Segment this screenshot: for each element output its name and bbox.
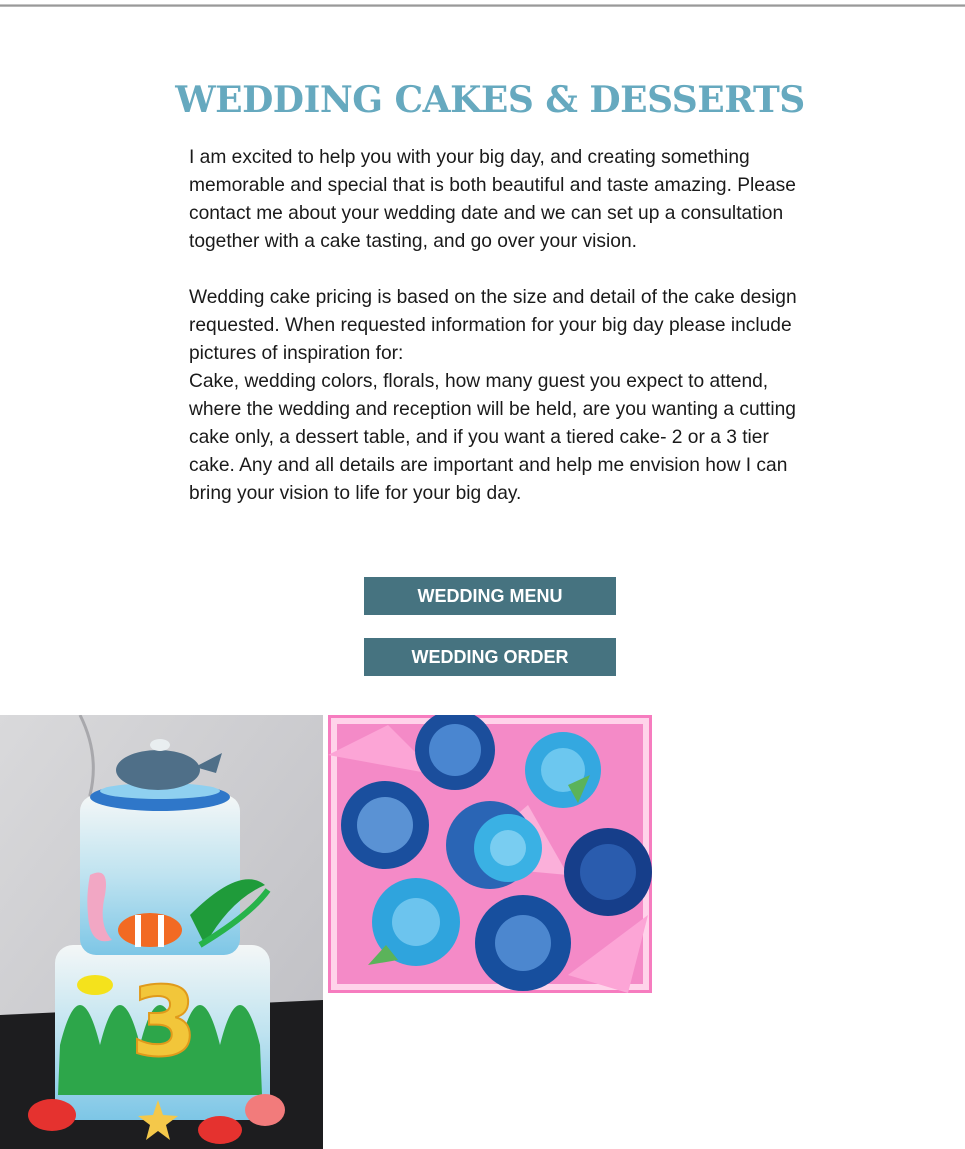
intro-paragraph-3: Cake, wedding colors, florals, how many guest you expect to attend, where the wedding and reception will be held, are you wanting a cutting cake only, a dessert table, and if you want a tiered cake- 2 or a 3 tier cake. Any and all details are important and help me envision how I can bring your vision to life for your big day. — [189, 371, 796, 504]
intro-paragraph-2: Wedding cake pricing is based on the size and detail of the cake design requested. When requested information for your big day please include pictures of inspiration for: — [189, 287, 797, 364]
blue-cupcakes-photo[interactable] — [328, 715, 652, 993]
cake-number-3: 3 — [130, 966, 198, 1078]
ocean-cake-photo[interactable] — [0, 715, 323, 1149]
wedding-order-button[interactable]: WEDDING ORDER — [364, 638, 616, 676]
intro-text — [189, 144, 799, 508]
page-title: WEDDING CAKES & DESSERTS — [175, 79, 805, 121]
header-divider — [0, 0, 965, 7]
wedding-menu-button[interactable]: WEDDING MENU — [364, 577, 616, 615]
intro-paragraph-1: I am excited to help you with your big day, and creating something memorable and special that is both beautiful and taste amazing. Please contact me about your wedding date and we can set up a consultation together with a cake tasting, and go over your vision. — [189, 147, 796, 252]
